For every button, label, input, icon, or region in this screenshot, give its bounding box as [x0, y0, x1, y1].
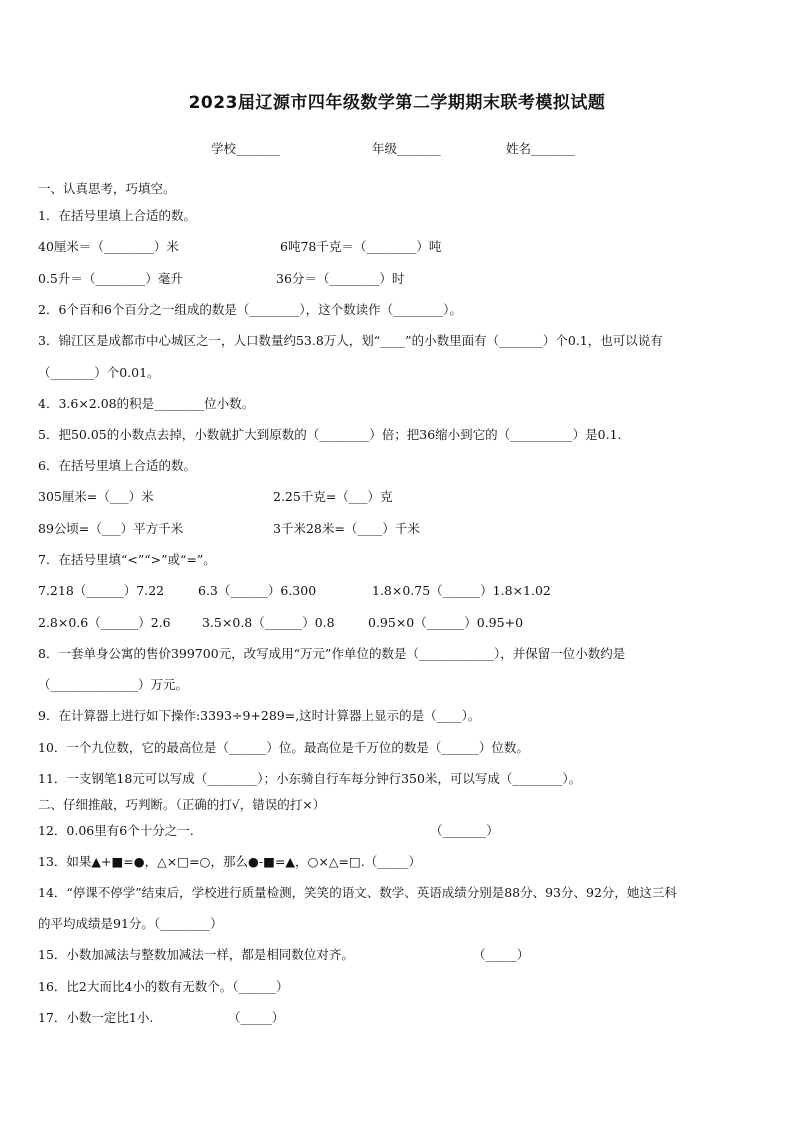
question-9: 9．在计算器上进行如下操作:3393÷9+289=,这时计算器上显示的是（____）。	[38, 708, 481, 723]
q1-item-a: 40厘米＝（________）米	[38, 239, 179, 254]
question-12: 12．0.06里有6个十分之一.	[38, 823, 194, 838]
question-17: 17．小数一定比1小.	[38, 1010, 154, 1025]
question-3-line-2: （_______）个0.01。	[38, 365, 160, 380]
exam-title: 2023届辽源市四年级数学第二学期期末联考模拟试题	[188, 93, 606, 113]
name-field: 姓名_______	[506, 141, 575, 156]
q17-answer-blank: （_____）	[228, 1010, 285, 1025]
q6-item-b: 2.25千克=（___）克	[273, 489, 393, 504]
question-10: 10．一个九位数，它的最高位是（______）位。最高位是千万位的数是（______）位数。	[38, 740, 529, 755]
q7-item-e: 3.5×0.8（______）0.8	[202, 615, 335, 630]
q15-answer-blank: （_____）	[473, 947, 530, 962]
question-6-stem: 6．在括号里填上合适的数。	[38, 458, 196, 473]
question-7-stem: 7．在括号里填“<”“>”或“=”。	[38, 552, 216, 567]
question-3-line-1: 3．锦江区是成都市中心城区之一，人口数量约53.8万人，划“____”的小数里面有（_______）个0.1，也可以说有	[38, 333, 663, 348]
q7-item-b: 6.3（______）6.300	[198, 583, 317, 598]
question-5: 5．把50.05的小数点去掉，小数就扩大到原数的（________）倍；把36缩小到它的（__________）是0.1.	[38, 427, 622, 442]
section-1-heading: 一、认真思考，巧填空。	[38, 181, 176, 196]
question-15: 15．小数加减法与整数加减法一样，都是相同数位对齐。	[38, 947, 354, 962]
q6-item-c: 89公顷=（___）平方千米	[38, 521, 184, 536]
school-field: 学校_______	[211, 141, 280, 156]
grade-field: 年级_______	[372, 141, 441, 156]
q7-item-f: 0.95×0（______）0.95+0	[368, 615, 524, 630]
question-14-line-1: 14．“停课不停学”结束后，学校进行质量检测，笑笑的语文、数学、英语成绩分别是88分、93分、92分，她这三科	[38, 885, 677, 900]
question-2: 2．6个百和6个百分之一组成的数是（________），这个数读作（________）。	[38, 302, 462, 317]
question-8-line-2: （______________）万元。	[38, 677, 189, 692]
q7-item-a: 7.218（______）7.22	[38, 583, 165, 598]
question-1-stem: 1．在括号里填上合适的数。	[38, 208, 196, 223]
q7-item-c: 1.8×0.75（______）1.8×1.02	[372, 583, 551, 598]
q6-item-a: 305厘米=（___）米	[38, 489, 154, 504]
q7-item-d: 2.8×0.6（______）2.6	[38, 615, 171, 630]
question-11: 11．一支钢笔18元可以写成（________）；小东骑自行车每分钟行350米，可以写成（________）。	[38, 771, 582, 786]
question-13: 13．如果▲+■=●，△×□=○，那么●-■=▲，○×△=□.（_____）	[38, 854, 421, 869]
q1-item-c: 0.5升＝（________）毫升	[38, 271, 183, 286]
question-4: 4．3.6×2.08的积是________位小数。	[38, 396, 255, 411]
question-16: 16．比2大而比4小的数有无数个。（______）	[38, 979, 289, 994]
question-8-line-1: 8．一套单身公寓的售价399700元，改写成用“万元”作单位的数是（____________），并保留一位小数约是	[38, 646, 626, 661]
section-2-heading: 二、仔细推敲，巧判断。（正确的打√，错误的打×）	[38, 797, 326, 812]
q1-item-b: 6吨78千克＝（________）吨	[280, 239, 442, 254]
q1-item-d: 36分＝（________）时	[276, 271, 405, 286]
q6-item-d: 3千米28米=（____）千米	[273, 521, 420, 536]
question-14-line-2: 的平均成绩是91分。（________）	[38, 916, 223, 931]
q12-answer-blank: （_______）	[430, 823, 499, 838]
